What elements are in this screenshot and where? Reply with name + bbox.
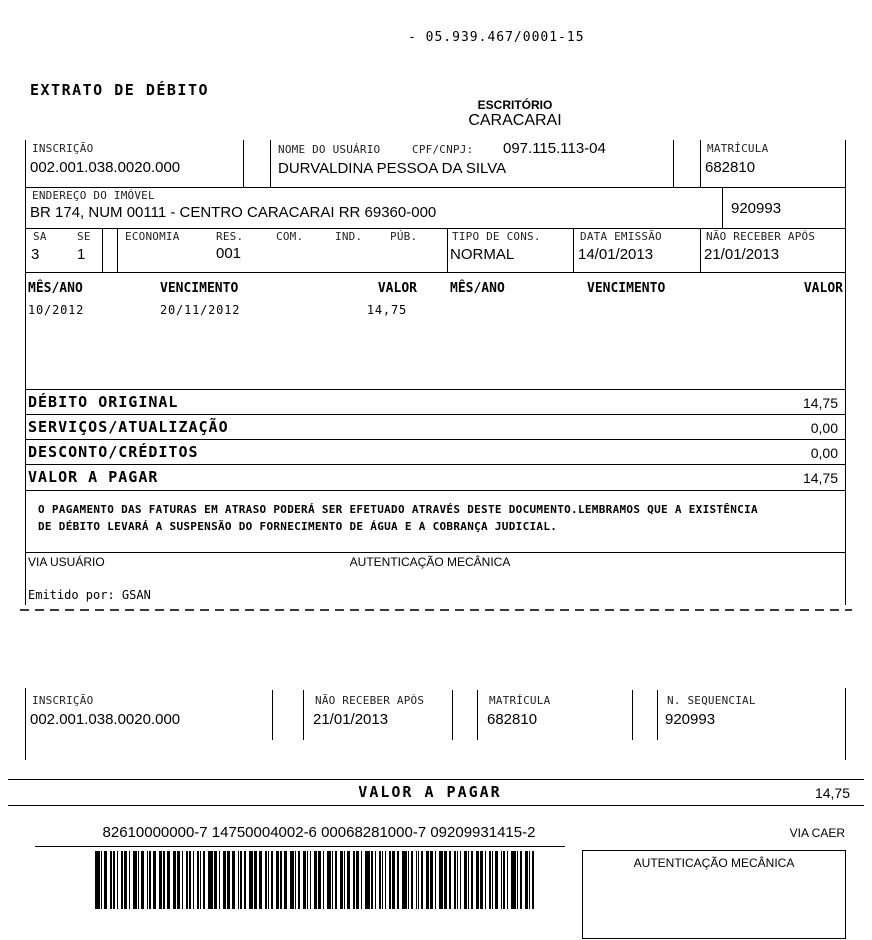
data-emissao-value: 14/01/2013 [578, 246, 654, 263]
payment-notice-line2: DE DÉBITO LEVARÁ A SUSPENSÃO DO FORNECIMENTO DE ÁGUA E A COBRANÇA JUDICIAL. [38, 520, 558, 533]
office-label: ESCRITÓRIO [477, 98, 553, 112]
cpf-value: 097.115.113-04 [503, 140, 606, 157]
inscricao-value: 002.001.038.0020.000 [30, 159, 181, 176]
se-value: 1 [77, 246, 86, 263]
usuario-label: NOME DO USUÁRIO [278, 143, 381, 156]
cell-separator [303, 690, 304, 740]
sequencial-label-2: N. SEQUENCIAL [667, 694, 756, 707]
col-header-valor: VALOR [377, 281, 417, 296]
economia-label: ECONOMIA [125, 230, 180, 243]
valor-a-pagar-value: 14,75 [814, 785, 850, 801]
inscricao-label-2: INSCRIÇÃO [32, 694, 94, 707]
tipo-cons-label: TIPO DE CONS. [452, 230, 541, 243]
total-label-descontos: DESCONTO/CRÉDITOS [28, 443, 199, 461]
sequencial-value-2: 920993 [665, 711, 716, 728]
cell-separator [700, 140, 701, 187]
autenticacao-mecanica-label: AUTENTICAÇÃO MECÂNICA [349, 555, 511, 569]
cell-separator [573, 228, 574, 272]
sa-label: SA [33, 230, 47, 243]
box-right-border [845, 140, 846, 605]
divider [35, 846, 565, 847]
usuario-value: DURVALDINA PESSOA DA SILVA [278, 160, 507, 177]
col-header-mes-ano: MÊS/ANO [28, 281, 83, 296]
nao-receber-value-2: 21/01/2013 [313, 711, 389, 728]
divider [25, 439, 846, 440]
divider [25, 228, 846, 229]
total-label-servicos: SERVIÇOS/ATUALIZAÇÃO [28, 418, 229, 436]
cell-separator [657, 690, 658, 740]
matricula-value: 682810 [705, 159, 756, 176]
cell-separator [477, 690, 478, 740]
total-value-descontos: 0,00 [810, 445, 838, 461]
total-value-debito-original: 14,75 [802, 395, 838, 411]
box-left-border [25, 140, 26, 605]
office-name: CARACARAI [468, 112, 562, 129]
inscricao-label: INSCRIÇÃO [32, 142, 94, 155]
via-usuario-label: VIA USUÁRIO [28, 555, 105, 569]
cell-separator [270, 140, 271, 187]
cell-separator [117, 228, 118, 272]
box-left-border [25, 688, 26, 760]
pub-label: PÚB. [390, 230, 418, 243]
nao-receber-label-2: NÃO RECEBER APÓS [315, 694, 425, 707]
debit-row-mes-ano: 10/2012 [28, 303, 85, 317]
debit-row-valor: 14,75 [366, 303, 407, 317]
se-label: SE [77, 230, 91, 243]
ind-label: IND. [335, 230, 363, 243]
cell-separator [447, 228, 448, 272]
col-header-mes-ano-2: MÊS/ANO [450, 281, 505, 296]
nao-receber-label: NÃO RECEBER APÓS [706, 230, 816, 243]
col-header-valor-2: VALOR [803, 281, 843, 296]
cell-separator [452, 690, 453, 740]
com-label: COM. [276, 230, 304, 243]
cell-separator [272, 690, 273, 740]
payment-notice-line1: O PAGAMENTO DAS FATURAS EM ATRASO PODERÁ SER EFETUADO ATRAVÉS DESTE DOCUMENTO.LEMBRAMOS QUE A EXISTÊNCIA [38, 503, 758, 516]
inscricao-value-2: 002.001.038.0020.000 [30, 711, 181, 728]
box-right-border [845, 688, 846, 760]
divider [25, 414, 846, 415]
endereco-value: BR 174, NUM 00111 - CENTRO CARACARAI RR 69360-000 [30, 204, 437, 221]
endereco-label: ENDEREÇO DO IMÓVEL [32, 189, 155, 202]
economia-res-value: 001 [216, 245, 242, 262]
total-label-debito-original: DÉBITO ORIGINAL [28, 393, 179, 411]
emitido-por: Emitido por: GSAN [28, 588, 151, 602]
cell-separator [632, 690, 633, 740]
cell-separator [673, 140, 674, 187]
divider [25, 490, 846, 491]
matricula-label: MATRÍCULA [707, 142, 769, 155]
divider [25, 389, 846, 390]
divider [25, 552, 846, 553]
cell-separator [700, 228, 701, 272]
divider [8, 805, 864, 806]
via-caer-label: VIA CAER [789, 826, 845, 840]
autenticacao-mecanica-label-2: AUTENTICAÇÃO MECÂNICA [633, 856, 795, 870]
tipo-cons-value: NORMAL [450, 246, 515, 263]
debit-row-vencimento: 20/11/2012 [160, 303, 241, 317]
total-value-valor-a-pagar: 14,75 [802, 470, 838, 486]
res-label: RES. [216, 230, 244, 243]
matricula-value-2: 682810 [487, 711, 538, 728]
nao-receber-value: 21/01/2013 [704, 246, 780, 263]
company-cnpj: - 05.939.467/0001-15 [408, 30, 585, 45]
matricula-label-2: MATRÍCULA [489, 694, 551, 707]
data-emissao-label: DATA EMISSÃO [580, 230, 662, 243]
barcode-image [95, 851, 540, 909]
col-header-vencimento: VENCIMENTO [160, 281, 239, 296]
tear-line [20, 609, 852, 611]
cell-separator [243, 140, 244, 187]
total-label-valor-a-pagar: VALOR A PAGAR [28, 468, 159, 486]
sa-value: 3 [31, 246, 40, 263]
cell-separator [102, 228, 103, 272]
cell-separator [722, 187, 723, 228]
valor-a-pagar-label: VALOR A PAGAR [358, 783, 502, 801]
autenticacao-mecanica-box [582, 850, 846, 939]
col-header-vencimento-2: VENCIMENTO [587, 281, 666, 296]
document-title: EXTRATO DE DÉBITO [30, 81, 210, 99]
divider [25, 272, 846, 273]
total-value-servicos: 0,00 [810, 420, 838, 436]
cpf-label: CPF/CNPJ: [412, 143, 474, 156]
divider [8, 779, 864, 780]
divider [25, 464, 846, 465]
sequencial-value: 920993 [731, 200, 782, 217]
barcode-digits: 82610000000-7 14750004002-6 00068281000-7 09209931415-2 [102, 824, 536, 841]
